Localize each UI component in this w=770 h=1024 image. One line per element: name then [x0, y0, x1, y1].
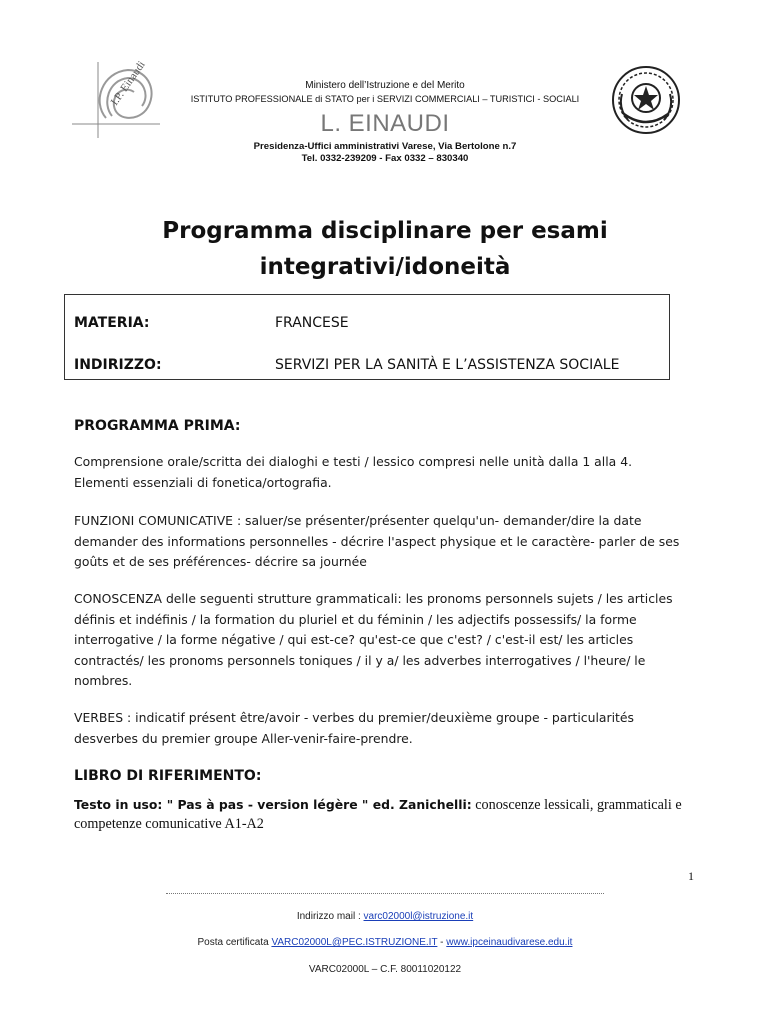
page-number: 1: [688, 869, 694, 883]
pec-label: Posta certificata: [197, 937, 272, 948]
materia-label: MATERIA:: [74, 315, 150, 331]
text-line: desverbes du premier groupe Aller-venir-faire-prendre.: [74, 730, 413, 746]
programma-heading: PROGRAMMA PRIMA:: [74, 418, 241, 434]
text-line: Elementi essenziali di fonetica/ortografia.: [74, 474, 332, 490]
footer-divider: [166, 893, 604, 894]
paragraph-comprensione: [74, 452, 696, 493]
libro-title: Testo in uso: " Pas à pas - version légère " ed. Zanichelli:: [74, 797, 472, 812]
indirizzo-value: SERVIZI PER LA SANITÀ E L’ASSISTENZA SOCIALE: [275, 357, 620, 373]
text-line: interrogative / la forme négative / qui est-ce? qu'est-ce que c'est? / c'est-il est/ les articles: [74, 632, 634, 648]
document-title-line1: Programma disciplinare per esami: [162, 218, 608, 244]
indirizzo-label: INDIRIZZO:: [74, 357, 162, 373]
footer-mail: [60, 911, 710, 922]
text-line: contractés/ les pronoms personnels toniques / il y a/ les adverbes interrogatives / l'heure/ le: [74, 652, 646, 668]
text-line: définis et indéfinis / la formation du pluriel et du féminin / les adjectifs possessifs/ la forme: [74, 611, 637, 627]
text-line: VERBES : indicatif présent être/avoir - verbes du premier/deuxième groupe - particularités: [74, 710, 634, 725]
phone-fax: Tel. 0332-239209 - Fax 0332 – 830340: [301, 153, 469, 164]
presidency-address: Presidenza-Uffici amministrativi Varese, Via Bertolone n.7: [253, 141, 517, 152]
separator: -: [437, 937, 447, 948]
paragraph-funzioni: [74, 511, 696, 573]
libro-desc-1: conoscenze lessicali, grammaticali e: [471, 797, 682, 813]
paragraph-conoscenza: [74, 589, 696, 692]
svg-text:I.P. Einaudi: I.P. Einaudi: [108, 59, 148, 108]
text-line: CONOSCENZA delle seguenti strutture grammaticali: les pronoms personnels sujets / les articles: [74, 591, 673, 606]
libro-text: [74, 796, 696, 833]
text-line: nombres.: [74, 673, 133, 689]
mail-label: Indirizzo mail :: [296, 911, 364, 922]
text-line: goûts et de ses préférences- décrire sa journée: [74, 554, 367, 570]
institute-name: ISTITUTO PROFESSIONALE di STATO per i SERVIZI COMMERCIALI – TURISTICI - SOCIALI: [190, 94, 580, 104]
paragraph-verbes: [74, 708, 696, 749]
school-logo-icon: [72, 58, 164, 138]
materia-value: FRANCESE: [275, 315, 349, 331]
school-name: L. EINAUDI: [320, 110, 450, 137]
libro-heading: LIBRO DI RIFERIMENTO:: [74, 768, 262, 784]
mail-link[interactable]: varc02000l@istruzione.it: [363, 911, 474, 922]
ministry-name: Ministero dell’Istruzione e del Merito: [305, 80, 465, 91]
document-title-line2: integrativi/idoneità: [259, 254, 511, 280]
pec-link[interactable]: VARC02000L@PEC.ISTRUZIONE.IT: [271, 937, 438, 948]
italian-republic-emblem-icon: [610, 64, 682, 136]
text-line: FUNZIONI COMUNICATIVE : saluer/se présenter/présenter quelqu'un- demander/dire la date: [74, 513, 642, 528]
text-line: Comprensione orale/scritta dei dialoghi e testi / lessico compresi nelle unità dalla 1 alla 4.: [74, 454, 633, 469]
libro-desc-2: competenze comunicative A1-A2: [74, 816, 264, 832]
footer-pec: [60, 937, 710, 948]
text-line: demander des informations personnelles - décrire l'aspect physique et le caractère- parler de ses: [74, 533, 680, 549]
website-link[interactable]: www.ipceinaudivarese.edu.it: [446, 937, 573, 948]
footer-code: VARC02000L – C.F. 80011020122: [308, 964, 462, 975]
